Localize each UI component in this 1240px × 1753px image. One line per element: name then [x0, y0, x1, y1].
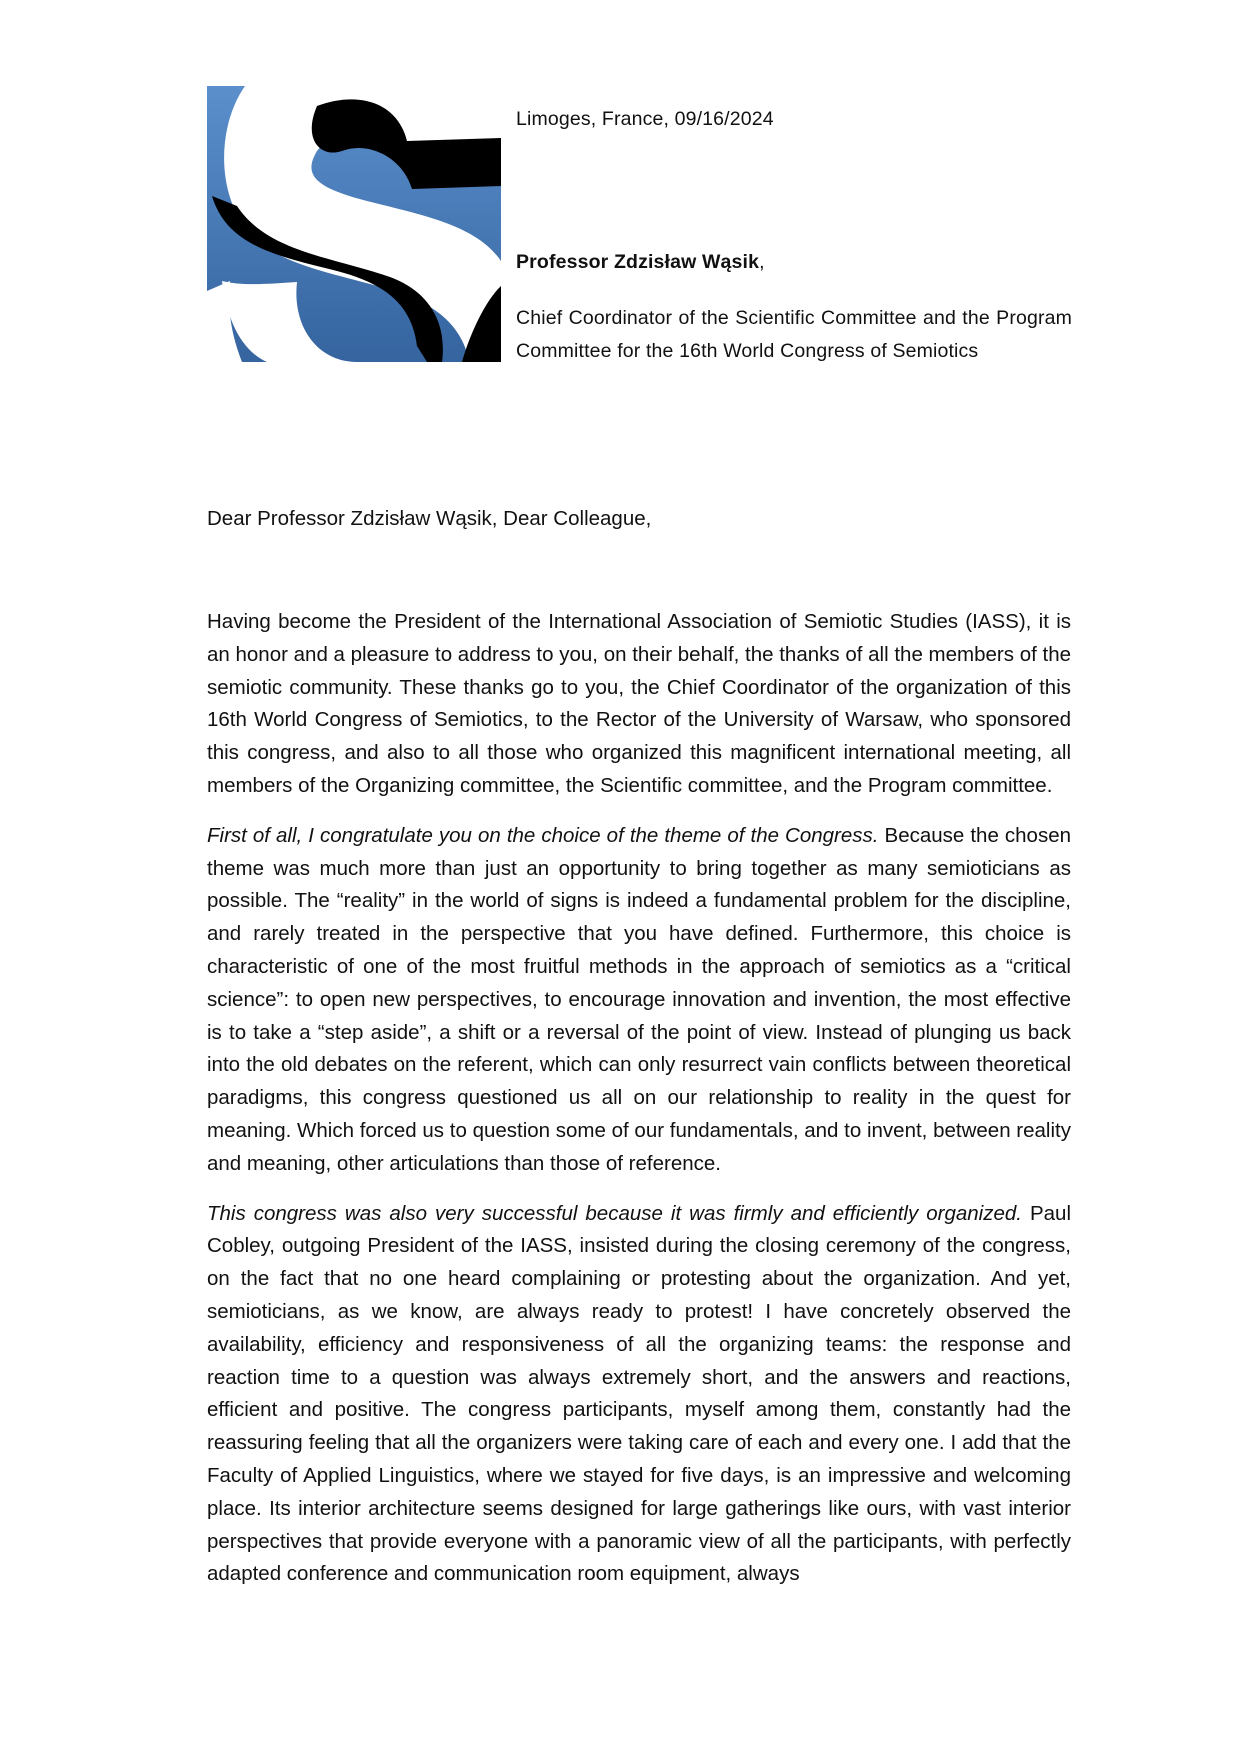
paragraph-text: Having become the President of the International Association of Semiotic Studies (IASS), it is an honor and a pleasure to address to you, on their behalf, the thanks of all the members of the semiotic community. These thanks go to you, the Chief Coordinator of the organization of this 16th World Congress of Semiotics, to the Rector of the University of Warsaw, who sponsored this congress, and also to all those who organized this magnificent international meeting, all members of the Organizing committee, the Scientific committee, and the Program committee. — [207, 610, 1071, 797]
recipient-name-comma: , — [759, 251, 765, 273]
paragraph-italic-lead: First of all, I congratulate you on the choice of the theme of the Congress. — [207, 823, 879, 847]
logo-graphic — [207, 86, 501, 362]
body-paragraph — [207, 820, 1071, 1181]
salutation: Dear Professor Zdzisław Wąsik, Dear Colleague, — [207, 507, 652, 530]
recipient-name — [516, 251, 765, 274]
semiotics-s-logo-icon — [207, 86, 501, 362]
place-and-date: Limoges, France, 09/16/2024 — [516, 108, 774, 130]
letter-body — [207, 606, 1071, 1608]
body-paragraph — [207, 1198, 1071, 1592]
paragraph-italic-lead: This congress was also very successful because it was firmly and efficiently organized. — [207, 1201, 1022, 1225]
recipient-name-text: Professor Zdzisław Wąsik — [516, 251, 760, 273]
paragraph-text: Because the chosen theme was much more than just an opportunity to bring together as many semioticians as possible. The “reality” in the world of signs is indeed a fundamental problem for the discipline, and rarely treated in the perspective that you have defined. Furthermore, this choice is characteristic of one of the most fruitful methods in the approach of semiotics as a “critical science”: to open new perspectives, to encourage innovation and invention, the most effective is to take a “step aside”, a shift or a reversal of the point of view. Instead of plunging us back into the old debates on the referent, which can only resurrect vain conflicts between theoretical paradigms, this congress questioned us all on our relationship to reality in the quest for meaning. Which forced us to question some of our fundamentals, and to invent, between reality and meaning, other articulations than those of reference. — [207, 823, 1071, 1175]
recipient-title: Chief Coordinator of the Scientific Committee and the Program Committee for the 16th World Congress of Semiotics — [516, 307, 1072, 362]
paragraph-text: Paul Cobley, outgoing President of the IASS, insisted during the closing ceremony of the congress, on the fact that no one heard complaining or protesting about the organization. And yet, semioticians, as we know, are always ready to protest! I have concretely observed the availability, efficiency and responsiveness of all the organizing teams: the response and reaction time to a question was always extremely short, and the answers and reactions, efficient and positive. The congress participants, myself among them, constantly had the reassuring feeling that all the organizers were taking care of each and every one. I add that the Faculty of Applied Linguistics, where we stayed for five days, is an impressive and welcoming place. Its interior architecture seems designed for large gatherings like ours, with vast interior perspectives that provide everyone with a panoramic view of all the participants, with perfectly adapted conference and communication room equipment, always — [207, 1201, 1071, 1586]
body-paragraph — [207, 606, 1071, 803]
